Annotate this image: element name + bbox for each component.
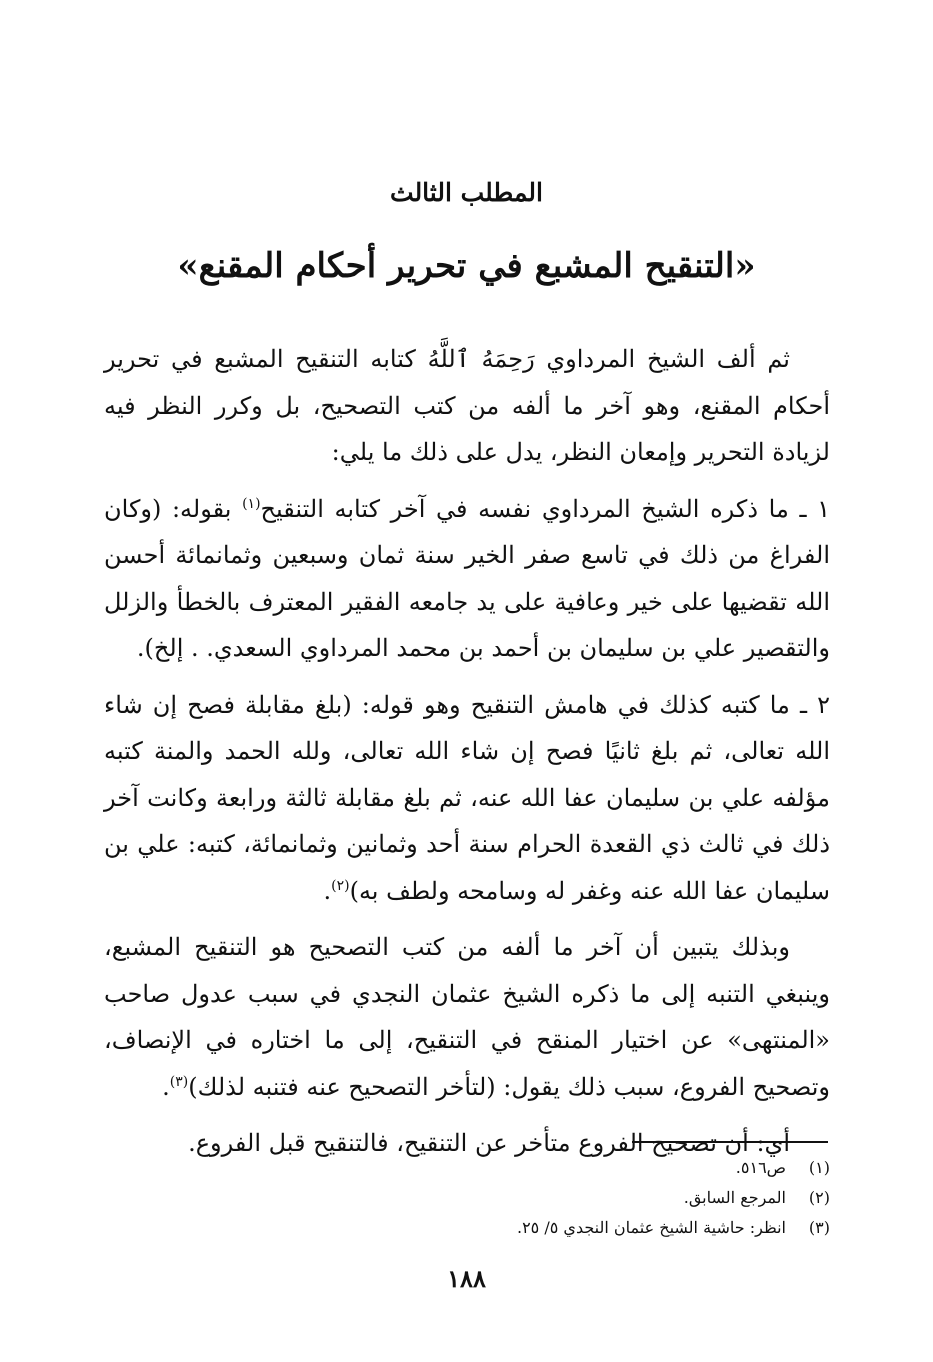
footnote-3 [104,1213,830,1243]
footnote-2-text: المرجع السابق. [683,1188,786,1207]
footnote-2 [104,1183,830,1213]
footnote-ref-3[interactable]: (٣) [169,1073,189,1090]
paragraph-point-2 [104,682,830,915]
paragraph-point-2-after: . [323,876,332,905]
footnotes [104,1153,830,1243]
paragraph-point-1 [104,486,830,672]
paragraph-conclusion-after: . [162,1072,170,1101]
paragraph-conclusion-before: وبذلك يتبين أن آخر ما ألفه من كتب التصحيح هو التنقيح المشبع، وينبغي التنبه إلى ما ذكره الشيخ عثمان النجدي في سبب عدول صاحب «المنتهى» عن اختيار المنقح في التنقيح، إلى ما اختاره في الإنصاف، وتصحيح الفروع، سبب ذلك يقول: (لتأخر التصحيح عنه فتنبه لذلك) [104,933,830,1101]
page-number: ١٨٨ [447,1264,486,1293]
paragraph-point-1-after: بقوله: (وكان الفراغ من ذلك في تاسع صفر الخير سنة ثمان وسبعين وثمانمائة أحسن الله تقضيها على خير وعافية على يد جامعه الفقير المعترف بالخطأ والزلل والتقصير علي بن سليمان بن أحمد بن محمد المرداوي السعدي. . إلخ). [104,494,830,662]
footnote-1-number: (١) [808,1158,830,1177]
paragraph-point-2-before: ٢ ـ ما كتبه كذلك في هامش التنقيح وهو قوله: (بلغ مقابلة فصح إن شاء الله تعالى، ثم بلغ ثانيًا فصح إن شاء الله تعالى، ولله الحمد والمنة كتبه مؤلفه علي بن سليمان عفا الله عنه، ثم بلغ مقابلة ثالثة ورابعة وكانت آخر ذلك في ثالث ذي القعدة الحرام سنة أحد وثمانين وثمانمائة، كتبه: علي بن سليمان عفا الله عنه وغفر له وسامحه ولطف به) [104,690,830,905]
footnote-1 [104,1153,830,1183]
body-text [104,336,830,1177]
paragraph-point-1-before: ١ ـ ما ذكره الشيخ المرداوي نفسه في آخر كتابه التنقيح [260,494,830,523]
paragraph-intro [104,336,830,476]
footnote-ref-1[interactable]: (١) [242,495,261,512]
footnote-2-number: (٢) [808,1188,830,1207]
footnote-3-number: (٣) [808,1218,830,1237]
paragraph-intro-text: ثم ألف الشيخ المرداوي رَحِمَهُ ٱللَّهُ كتابه التنقيح المشبع في تحرير أحكام المقنع، وهو آخر ما ألفه من كتب التصحيح، بل وكرر النظر فيه لزيادة التحرير وإمعان النظر، يدل على ذلك ما يلي: [104,345,830,466]
book-title: «التنقيح المشبع في تحرير أحكام المقنع» [177,246,756,286]
paragraph-conclusion [104,924,830,1110]
section-title: المطلب الثالث [390,178,543,207]
footnote-1-text: ص٥١٦. [735,1158,786,1177]
paragraph-final-text: أي: أن تصحيح الفروع متأخر عن التنقيح، فالتنقيح قبل الفروع. [188,1129,790,1157]
footnote-ref-2[interactable]: (٢) [331,877,350,894]
footnote-3-text: انظر: حاشية الشيخ عثمان النجدي ٥/ ٢٥. [516,1218,786,1237]
footnote-divider [632,1141,828,1143]
